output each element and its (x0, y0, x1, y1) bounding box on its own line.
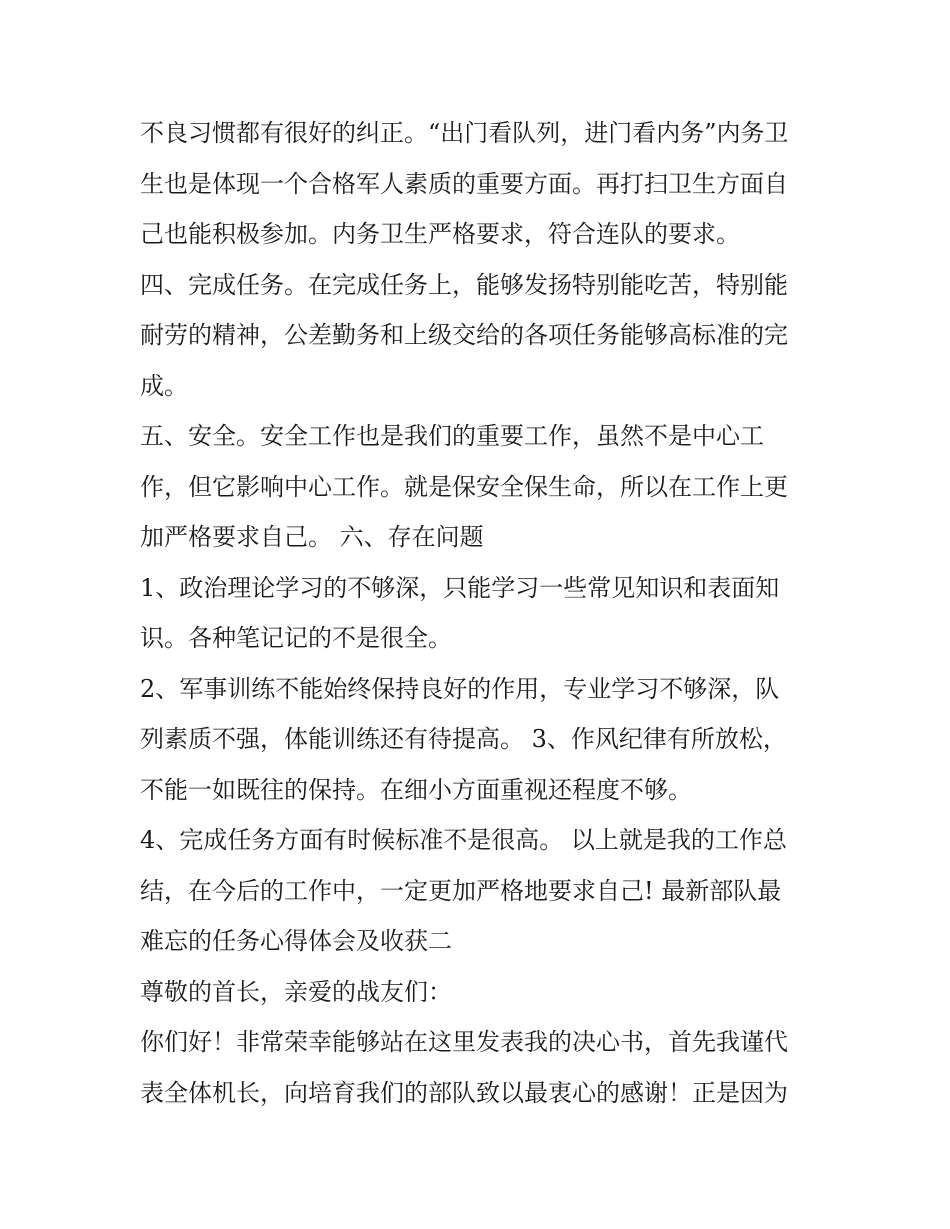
text-line: 五、安全。安全工作也是我们的重要工作，虽然不是中心工 (140, 422, 764, 450)
text-line: 作，但它影响中心工作。就是保安全保生命，所以在工作上更 (140, 472, 788, 501)
text-line: 2、军事训练不能始终保持良好的作用，专业学习不够深，队 (140, 674, 780, 703)
text-line: 结，在今后的工作中，一定更加严格地要求自己! 最新部队最 (140, 876, 782, 905)
text-line: 列素质不强，体能训练还有待提高。 3、作风纪律有所放松， (140, 725, 787, 753)
text-line: 己也能积极参加。内务卫生严格要求，符合连队的要求。 (140, 220, 740, 248)
text-line: 1、政治理论学习的不够深，只能学习一些常见知识和表面知 (140, 573, 780, 602)
document-body (140, 108, 820, 1118)
text-line: 4、完成任务方面有时候标准不是很高。 以上就是我的工作总 (140, 826, 787, 854)
text-line: 识。各种笔记记的不是很全。 (140, 624, 452, 652)
text-line: 表全体机长，向培育我们的部队致以最衷心的感谢！正是因为 (140, 1078, 788, 1107)
text-line: 加严格要求自己。 六、存在问题 (140, 523, 484, 551)
text-line: 你们好！非常荣幸能够站在这里发表我的决心书，首先我谨代 (140, 1028, 788, 1056)
text-line: 耐劳的精神，公差勤务和上级交给的各项任务能够高标准的完 (140, 321, 788, 349)
text-line: 不能一如既往的保持。在细小方面重视还程度不够。 (140, 775, 692, 804)
text-line: 难忘的任务心得体会及收获二 (140, 927, 452, 955)
text-line: 四、完成任务。在完成任务上，能够发扬特别能吃苦，特别能 (140, 270, 788, 299)
text-line: 尊敬的首长，亲爱的战友们： (140, 977, 452, 1006)
text-line: 成。 (140, 371, 188, 400)
text-line: 不良习惯都有很好的纠正。“出门看队列，进门看内务”内务卫 (140, 119, 789, 147)
text-line: 生也是体现一个合格军人素质的重要方面。再打扫卫生方面自 (140, 169, 788, 198)
